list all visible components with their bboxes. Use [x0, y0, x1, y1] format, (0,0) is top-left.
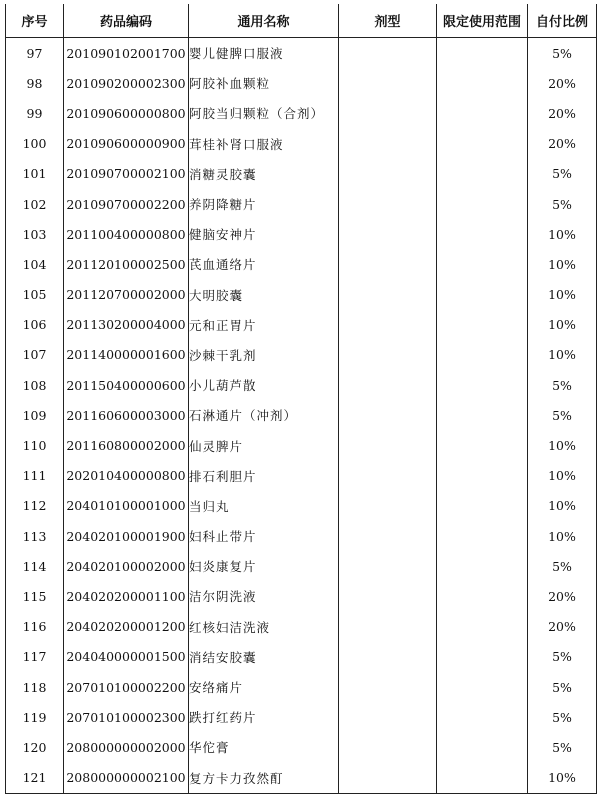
table-row	[6, 68, 597, 98]
cell-name: 妇科止带片	[189, 521, 339, 551]
cell-form	[339, 370, 437, 400]
cell-scope	[437, 189, 528, 219]
cell-name: 跌打红药片	[189, 702, 339, 732]
cell-ratio: 10%	[528, 249, 597, 279]
cell-no: 109	[6, 400, 64, 430]
cell-form	[339, 763, 437, 794]
cell-scope	[437, 521, 528, 551]
cell-scope	[437, 672, 528, 702]
cell-ratio: 5%	[528, 189, 597, 219]
table-row	[6, 521, 597, 551]
cell-name: 健脑安神片	[189, 219, 339, 249]
cell-code: 207010100002200	[64, 672, 189, 702]
cell-no: 98	[6, 68, 64, 98]
cell-name: 复方卡力孜然酊	[189, 763, 339, 794]
cell-code: 201090700002200	[64, 189, 189, 219]
cell-form	[339, 310, 437, 340]
cell-code: 204040000001500	[64, 642, 189, 672]
cell-form	[339, 280, 437, 310]
cell-no: 97	[6, 38, 64, 69]
cell-ratio: 5%	[528, 159, 597, 189]
cell-code: 201120100002500	[64, 249, 189, 279]
cell-form	[339, 672, 437, 702]
cell-form	[339, 612, 437, 642]
cell-ratio: 5%	[528, 672, 597, 702]
header-row	[6, 4, 597, 38]
cell-ratio: 20%	[528, 68, 597, 98]
table-row	[6, 249, 597, 279]
cell-code: 201130200004000	[64, 310, 189, 340]
cell-no: 112	[6, 491, 64, 521]
cell-ratio: 20%	[528, 98, 597, 128]
cell-code: 207010100002300	[64, 702, 189, 732]
cell-form	[339, 249, 437, 279]
cell-name: 大明胶囊	[189, 280, 339, 310]
cell-ratio: 5%	[528, 38, 597, 69]
cell-no: 108	[6, 370, 64, 400]
cell-scope	[437, 732, 528, 762]
table-row	[6, 38, 597, 69]
cell-form	[339, 219, 437, 249]
table-row	[6, 159, 597, 189]
cell-ratio: 20%	[528, 581, 597, 611]
cell-name: 消结安胶囊	[189, 642, 339, 672]
cell-ratio: 5%	[528, 702, 597, 732]
cell-code: 202010400000800	[64, 461, 189, 491]
cell-name: 红核妇洁洗液	[189, 612, 339, 642]
cell-form	[339, 189, 437, 219]
cell-ratio: 5%	[528, 732, 597, 762]
cell-ratio: 10%	[528, 219, 597, 249]
table-row	[6, 189, 597, 219]
cell-code: 201150400000600	[64, 370, 189, 400]
cell-no: 118	[6, 672, 64, 702]
cell-ratio: 10%	[528, 310, 597, 340]
cell-no: 120	[6, 732, 64, 762]
cell-ratio: 10%	[528, 763, 597, 794]
cell-form	[339, 98, 437, 128]
cell-code: 204020100001900	[64, 521, 189, 551]
cell-no: 111	[6, 461, 64, 491]
cell-code: 201090200002300	[64, 68, 189, 98]
cell-form	[339, 581, 437, 611]
cell-code: 201090700002100	[64, 159, 189, 189]
cell-name: 元和正胃片	[189, 310, 339, 340]
cell-code: 208000000002000	[64, 732, 189, 762]
cell-no: 99	[6, 98, 64, 128]
cell-scope	[437, 159, 528, 189]
cell-scope	[437, 642, 528, 672]
cell-scope	[437, 461, 528, 491]
table-header	[6, 4, 597, 38]
table-row	[6, 763, 597, 794]
header-form: 剂型	[339, 4, 437, 38]
cell-scope	[437, 219, 528, 249]
cell-form	[339, 642, 437, 672]
table-row	[6, 732, 597, 762]
cell-code: 204010100001000	[64, 491, 189, 521]
cell-scope	[437, 280, 528, 310]
table-row	[6, 280, 597, 310]
cell-ratio: 10%	[528, 491, 597, 521]
table-row	[6, 491, 597, 521]
cell-form	[339, 491, 437, 521]
cell-ratio: 10%	[528, 461, 597, 491]
cell-code: 201090600000900	[64, 129, 189, 159]
cell-code: 201090600000800	[64, 98, 189, 128]
cell-code: 201100400000800	[64, 219, 189, 249]
cell-name: 养阴降糖片	[189, 189, 339, 219]
header-ratio: 自付比例	[528, 4, 597, 38]
table-row	[6, 461, 597, 491]
cell-code: 201160600003000	[64, 400, 189, 430]
cell-form	[339, 159, 437, 189]
cell-code: 201090102001700	[64, 38, 189, 69]
cell-form	[339, 340, 437, 370]
cell-scope	[437, 98, 528, 128]
cell-code: 201160800002000	[64, 430, 189, 460]
cell-name: 阿胶当归颗粒（合剂）	[189, 98, 339, 128]
cell-name: 阿胶补血颗粒	[189, 68, 339, 98]
cell-no: 102	[6, 189, 64, 219]
cell-code: 204020200001100	[64, 581, 189, 611]
cell-scope	[437, 400, 528, 430]
cell-scope	[437, 340, 528, 370]
cell-no: 103	[6, 219, 64, 249]
cell-code: 201120700002000	[64, 280, 189, 310]
cell-ratio: 5%	[528, 551, 597, 581]
cell-form	[339, 732, 437, 762]
cell-form	[339, 129, 437, 159]
cell-form	[339, 430, 437, 460]
cell-ratio: 10%	[528, 521, 597, 551]
cell-no: 114	[6, 551, 64, 581]
table-row	[6, 430, 597, 460]
cell-no: 106	[6, 310, 64, 340]
cell-name: 消糖灵胶囊	[189, 159, 339, 189]
cell-name: 沙棘干乳剂	[189, 340, 339, 370]
table-row	[6, 340, 597, 370]
cell-form	[339, 461, 437, 491]
table-row	[6, 581, 597, 611]
cell-ratio: 5%	[528, 400, 597, 430]
cell-form	[339, 551, 437, 581]
table-row	[6, 642, 597, 672]
table-row	[6, 551, 597, 581]
cell-ratio: 10%	[528, 280, 597, 310]
cell-scope	[437, 430, 528, 460]
cell-no: 110	[6, 430, 64, 460]
cell-name: 仙灵脾片	[189, 430, 339, 460]
cell-name: 小儿葫芦散	[189, 370, 339, 400]
cell-name: 当归丸	[189, 491, 339, 521]
table-row	[6, 702, 597, 732]
cell-no: 121	[6, 763, 64, 794]
cell-scope	[437, 763, 528, 794]
cell-scope	[437, 249, 528, 279]
header-no: 序号	[6, 4, 64, 38]
cell-no: 119	[6, 702, 64, 732]
header-scope: 限定使用范围	[437, 4, 528, 38]
cell-name: 石淋通片（冲剂）	[189, 400, 339, 430]
cell-scope	[437, 370, 528, 400]
cell-name: 安络痛片	[189, 672, 339, 702]
cell-scope	[437, 310, 528, 340]
cell-no: 117	[6, 642, 64, 672]
cell-no: 104	[6, 249, 64, 279]
table-row	[6, 98, 597, 128]
cell-name: 洁尔阴洗液	[189, 581, 339, 611]
cell-scope	[437, 68, 528, 98]
cell-ratio: 10%	[528, 340, 597, 370]
cell-no: 107	[6, 340, 64, 370]
cell-form	[339, 38, 437, 69]
cell-ratio: 5%	[528, 370, 597, 400]
cell-ratio: 10%	[528, 430, 597, 460]
table-row	[6, 310, 597, 340]
cell-ratio: 20%	[528, 129, 597, 159]
cell-code: 208000000002100	[64, 763, 189, 794]
cell-no: 113	[6, 521, 64, 551]
cell-ratio: 20%	[528, 612, 597, 642]
cell-code: 201140000001600	[64, 340, 189, 370]
cell-name: 芪血通络片	[189, 249, 339, 279]
cell-scope	[437, 581, 528, 611]
cell-no: 101	[6, 159, 64, 189]
cell-form	[339, 68, 437, 98]
cell-no: 115	[6, 581, 64, 611]
cell-scope	[437, 38, 528, 69]
cell-name: 茸桂补肾口服液	[189, 129, 339, 159]
table-row	[6, 129, 597, 159]
cell-scope	[437, 702, 528, 732]
table-row	[6, 370, 597, 400]
table-body	[6, 38, 597, 794]
cell-no: 100	[6, 129, 64, 159]
cell-scope	[437, 612, 528, 642]
table-row	[6, 400, 597, 430]
header-name: 通用名称	[189, 4, 339, 38]
cell-name: 排石利胆片	[189, 461, 339, 491]
cell-name: 婴儿健脾口服液	[189, 38, 339, 69]
table-row	[6, 219, 597, 249]
cell-form	[339, 521, 437, 551]
cell-form	[339, 702, 437, 732]
cell-code: 204020100002000	[64, 551, 189, 581]
cell-code: 204020200001200	[64, 612, 189, 642]
table-row	[6, 672, 597, 702]
cell-form	[339, 400, 437, 430]
cell-ratio: 5%	[528, 642, 597, 672]
drug-table	[5, 4, 597, 794]
cell-no: 116	[6, 612, 64, 642]
header-code: 药品编码	[64, 4, 189, 38]
cell-scope	[437, 551, 528, 581]
cell-scope	[437, 491, 528, 521]
cell-no: 105	[6, 280, 64, 310]
cell-scope	[437, 129, 528, 159]
table-row	[6, 612, 597, 642]
cell-name: 妇炎康复片	[189, 551, 339, 581]
cell-name: 华佗膏	[189, 732, 339, 762]
